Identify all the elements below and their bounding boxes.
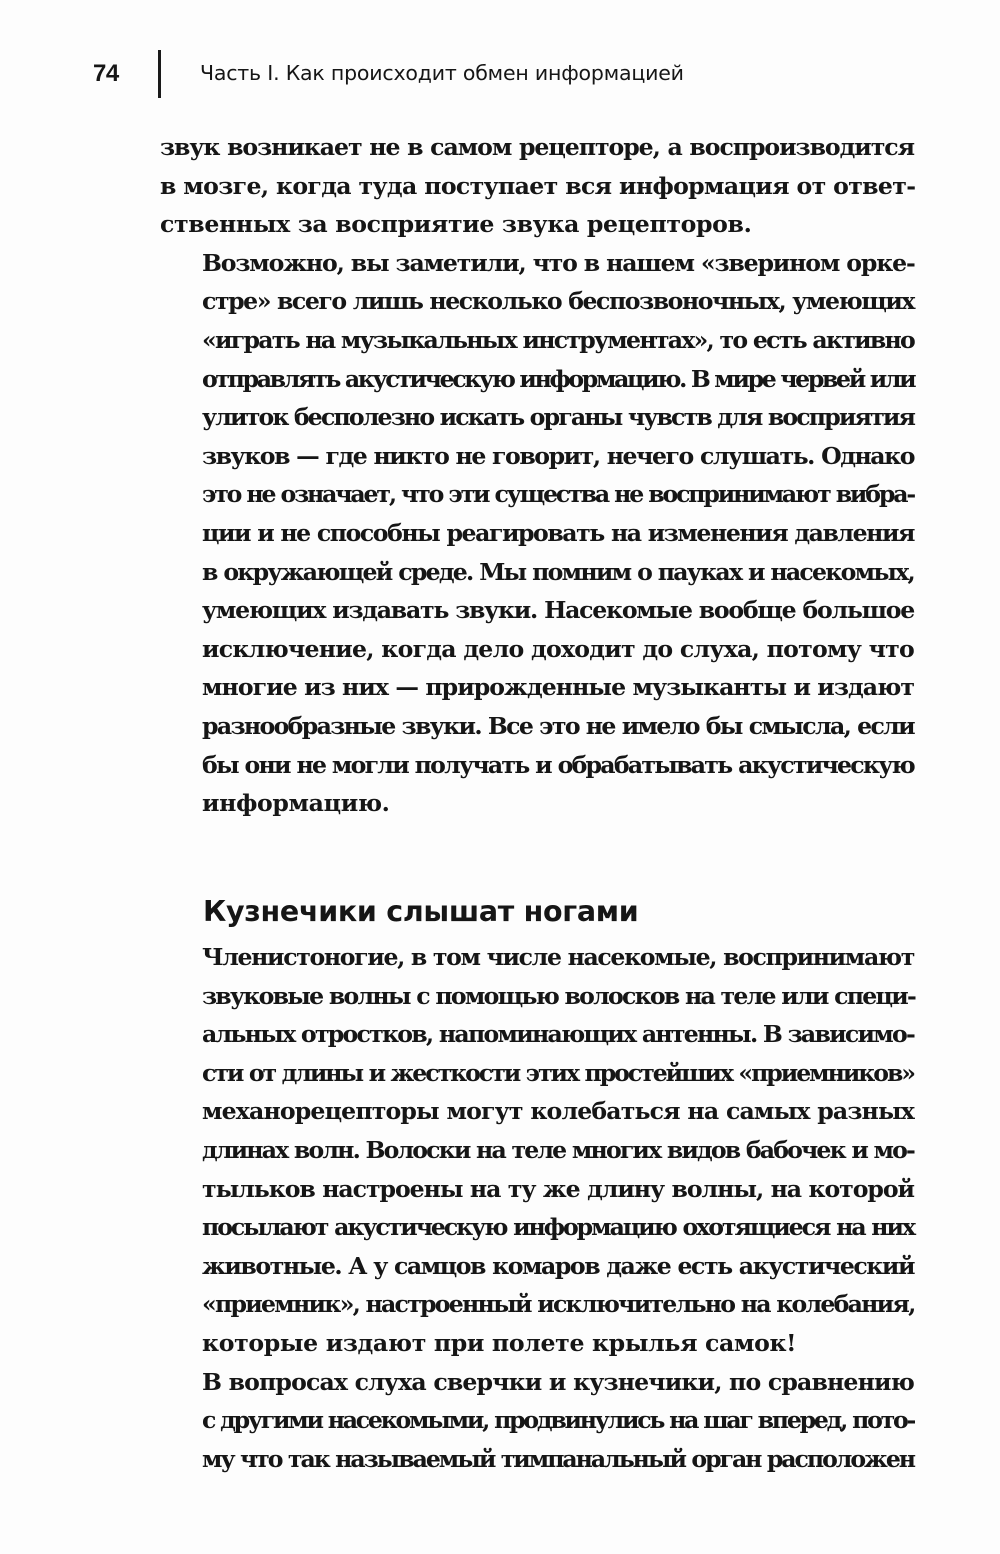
text-line: сти от длины и жесткости этих простейших «приемников»	[202, 1058, 914, 1087]
text-line: Возможно, вы заметили, что в нашем «зверином орке-	[202, 248, 915, 277]
section-heading: Кузнечики слышат ногами	[203, 894, 639, 928]
text-line: В вопросах слуха сверчки и кузнечики, по сравнению	[202, 1367, 914, 1396]
text-line: информацию.	[202, 789, 390, 818]
text-line: ственных за восприятие звука рецепторов.	[160, 210, 752, 239]
text-line: «играть на музыкальных инструментах», то есть активно	[202, 325, 914, 354]
text-line: которые издают при полете крылья самок!	[202, 1328, 797, 1357]
text-line: улиток бесполезно искать органы чувств для восприятия	[202, 403, 915, 432]
text-line: это не означает, что эти существа не воспринимают вибра-	[202, 480, 914, 509]
text-line: Членистоногие, в том числе насекомые, воспринимают	[202, 943, 914, 971]
text-line: в мозге, когда туда поступает вся информация от ответ-	[160, 171, 916, 200]
text-line: разнообразные звуки. Все это не имело бы смысла, если	[202, 711, 914, 740]
paragraph	[160, 128, 914, 244]
text-line: «приемник», настроенный исключительно на колебания,	[202, 1290, 915, 1319]
paragraph	[160, 244, 914, 823]
text-line: стре» всего лишь несколько беспозвоночных, умеющих	[202, 287, 914, 316]
header-divider	[158, 50, 161, 98]
text-line: отправлять акустическую информацию. В мире червей или	[202, 364, 915, 393]
page-number: 74	[93, 60, 119, 87]
text-line: тыльков настроены на ту же длину волны, на которой	[202, 1174, 914, 1203]
text-line: многие из них — прирожденные музыканты и издают	[202, 673, 914, 702]
text-line: в окружающей среде. Мы помним о пауках и насекомых,	[202, 557, 914, 586]
text-line: с другими насекомыми, продвинулись на шаг вперед, пото-	[202, 1406, 914, 1435]
text-line: альных отростков, напоминающих антенны. В зависимо-	[202, 1020, 914, 1049]
text-line: звуков — где никто не говорит, нечего слушать. Однако	[202, 441, 914, 470]
text-line: бы они не могли получать и обрабатывать акустическую	[202, 750, 914, 779]
text-line: механорецепторы могут колебаться на самых разных	[202, 1097, 914, 1126]
text-line: му что так называемый тимпанальный орган расположен	[202, 1444, 914, 1473]
text-block-bottom	[160, 938, 914, 1478]
running-head	[0, 50, 1000, 100]
running-title: Часть I. Как происходит обмен информацией	[200, 61, 684, 85]
text-line: звуковые волны с помощью волосков на теле или специ-	[202, 981, 915, 1010]
text-line: ции и не способны реагировать на изменения давления	[202, 518, 914, 547]
text-line: длинах волн. Волоски на теле многих видов бабочек и мо-	[202, 1135, 914, 1164]
text-line: умеющих издавать звуки. Насекомые вообще большое	[202, 596, 914, 625]
text-line: животные. А у самцов комаров даже есть акустический	[202, 1251, 914, 1280]
text-line: исключение, когда дело доходит до слуха, потому что	[202, 634, 914, 663]
text-line: звук возникает не в самом рецепторе, а воспроизводится	[160, 133, 914, 161]
paragraph	[160, 1363, 914, 1479]
text-line: посылают акустическую информацию охотящиеся на них	[202, 1213, 914, 1242]
paragraph	[160, 938, 914, 1363]
text-block-top	[160, 128, 914, 823]
